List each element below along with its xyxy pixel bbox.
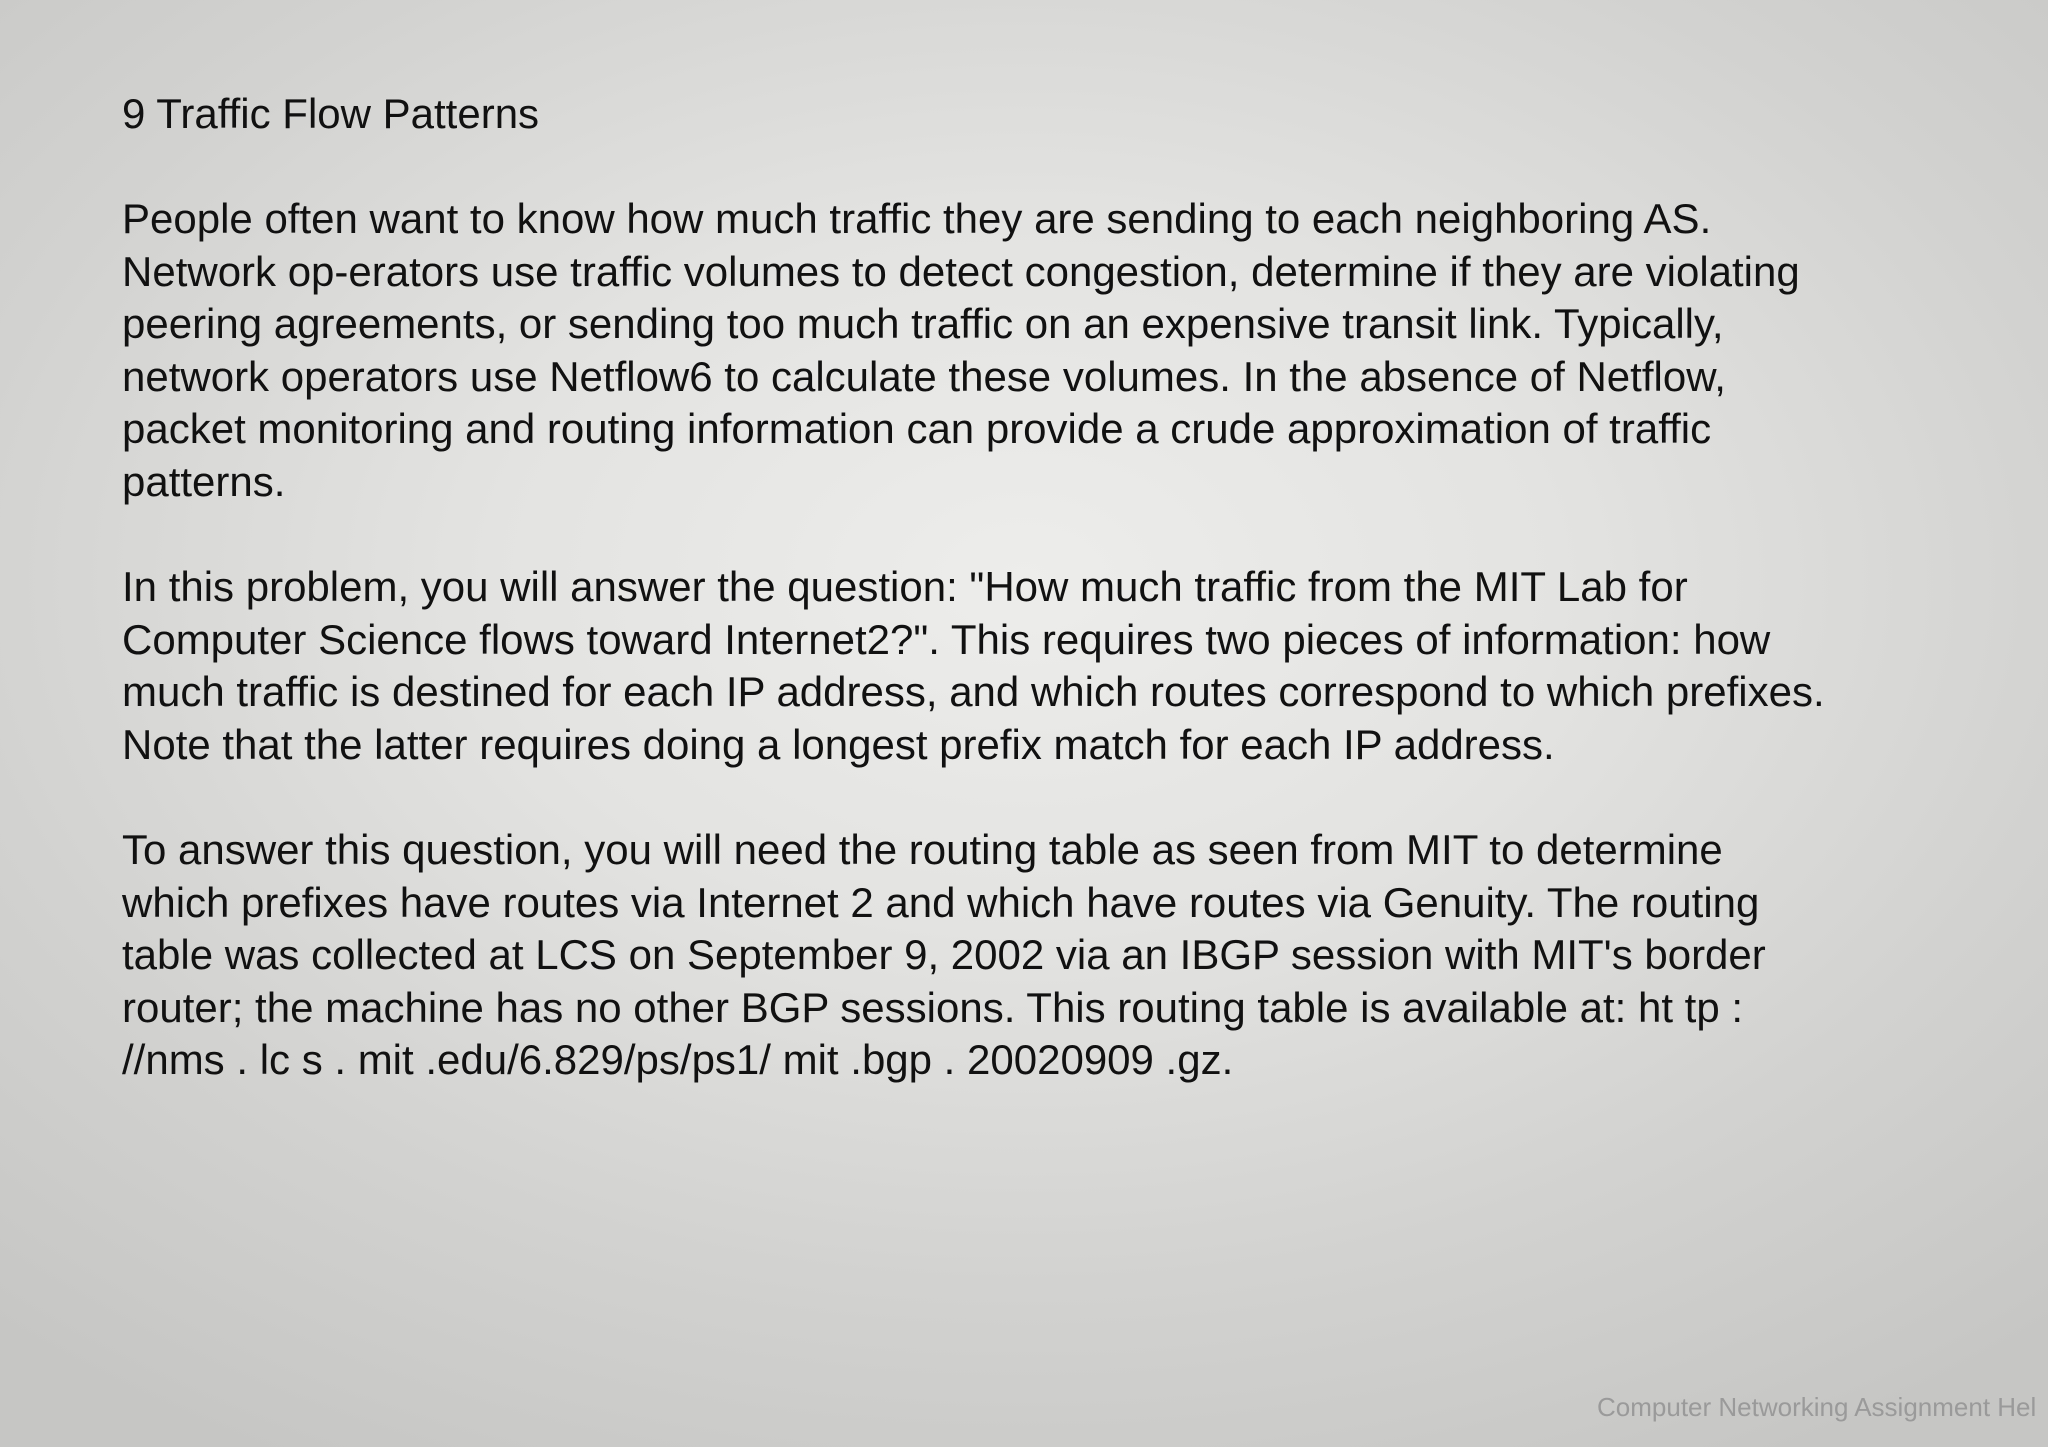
text-line: In this problem, you will answer the question: "How much traffic from the MIT Lab for (122, 563, 1688, 610)
paragraph-problem (122, 561, 1825, 771)
footer-watermark: Computer Networking Assignment Hel (1597, 1392, 2037, 1422)
text-line: People often want to know how much traffic they are sending to each neighboring AS. (122, 195, 1712, 242)
slide-title: 9 Traffic Flow Patterns (122, 90, 540, 137)
text-line: patterns. (122, 457, 286, 505)
text-line: which prefixes have routes via Internet 2 and which have routes via Genuity. The routing (122, 878, 1760, 926)
text-line: Computer Science flows toward Internet2?". This requires two pieces of information: how (122, 615, 1771, 663)
text-line: router; the machine has no other BGP sessions. This routing table is available at: ht tp : (122, 983, 1744, 1031)
text-line: peering agreements, or sending too much traffic on an expensive transit link. Typically, (122, 300, 1724, 347)
text-line: packet monitoring and routing information can provide a crude approximation of traffic (122, 405, 1712, 452)
text-line: To answer this question, you will need the routing table as seen from MIT to determine (122, 826, 1723, 873)
text-line: network operators use Netflow6 to calculate these volumes. In the absence of Netflow, (122, 352, 1726, 400)
paragraph-intro (122, 193, 1800, 508)
text-line: table was collected at LCS on September 9, 2002 via an IBGP session with MIT's border (122, 931, 1766, 978)
text-line: Network op-erators use traffic volumes to detect congestion, determine if they are violating (122, 247, 1800, 295)
text-line: Note that the latter requires doing a longest prefix match for each IP address. (122, 720, 1555, 768)
paragraph-routing-table (122, 824, 1766, 1087)
text-line: much traffic is destined for each IP address, and which routes correspond to which prefixes. (122, 668, 1825, 715)
text-line: //nms . lc s . mit .edu/6.829/ps/ps1/ mit .bgp . 20020909 .gz. (122, 1036, 1234, 1083)
